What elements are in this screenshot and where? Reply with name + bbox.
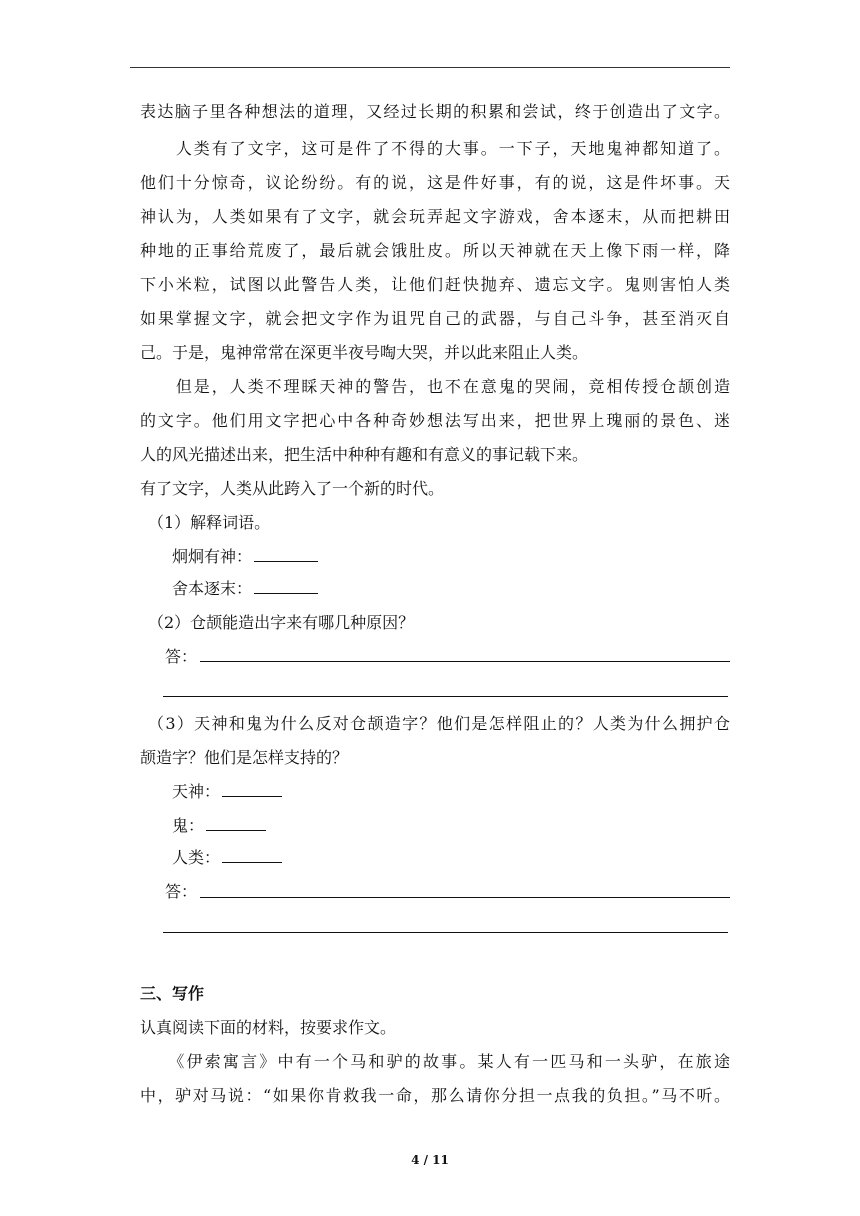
item-3-label: 人类： — [172, 848, 221, 867]
item-1-label: 天神： — [172, 782, 221, 801]
question-3-prompt-line-2: 颉造字？他们是怎样支持的？ — [140, 748, 349, 767]
writing-heading: 三、写作 — [140, 984, 205, 1003]
term-1-label: 炯炯有神： — [172, 547, 253, 566]
passage-line-1: 表达脑子里各种想法的道理，又经过长期的积累和尝试，终于创造出了文字。 — [140, 102, 730, 121]
question-3-answer-label: 答： — [165, 882, 198, 901]
term-2-blank[interactable] — [254, 579, 318, 594]
question-3-item-3 — [172, 848, 372, 868]
header-rule — [130, 67, 730, 68]
passage-line-12: 有了文字，人类从此跨入了一个新的时代。 — [140, 479, 445, 498]
passage-line-2: 人类有了文字，这可是件了不得的大事。一下子，天地鬼神都知道了。 — [140, 139, 730, 158]
writing-instruction: 认真阅读下面的材料，按要求作文。 — [140, 1018, 397, 1037]
passage-line-4: 神认为，人类如果有了文字，就会玩弄起文字游戏，舍本逐末，从而把耕田 — [140, 207, 730, 226]
item-2-label: 鬼： — [172, 816, 205, 835]
item-3-blank[interactable] — [222, 848, 282, 863]
writing-line-2: 中，驴对马说：“如果你肯救我一命，那么请你分担一点我的负担。”马不听。 — [140, 1086, 730, 1105]
passage-line-3: 他们十分惊奇，议论纷纷。有的说，这是件好事，有的说，这是件坏事。天 — [140, 173, 730, 192]
writing-line-1: 《伊索寓言》中有一个马和驴的故事。某人有一匹马和一头驴，在旅途 — [140, 1052, 730, 1071]
question-2-answer-line-1[interactable] — [200, 661, 730, 662]
page-number: 4 / 11 — [411, 1153, 449, 1167]
passage-line-10: 的文字。他们用文字把心中各种奇妙想法写出来，把世界上瑰丽的景色、迷 — [140, 411, 730, 430]
question-1-term-1 — [172, 547, 372, 567]
passage-line-8: 己。于是，鬼神常常在深更半夜号啕大哭，并以此来阻止人类。 — [140, 343, 589, 362]
question-1-prompt: （1）解释词语。 — [148, 513, 271, 532]
term-2-label: 舍本逐末： — [172, 579, 253, 598]
term-1-blank[interactable] — [254, 547, 318, 562]
item-2-blank[interactable] — [206, 816, 266, 831]
passage-line-5: 种地的正事给荒废了，最后就会饿肚皮。所以天神就在天上像下雨一样，降 — [140, 241, 730, 260]
question-3-answer-line-1[interactable] — [200, 897, 730, 898]
question-2-answer-line-2[interactable] — [163, 696, 728, 697]
item-1-blank[interactable] — [222, 782, 282, 797]
passage-line-6: 下小米粒，试图以此警告人类，让他们赶快抛弃、遗忘文字。鬼则害怕人类 — [140, 275, 730, 294]
question-3-prompt-line-1: （3）天神和鬼为什么反对仓颉造字？他们是怎样阻止的？人类为什么拥护仓 — [148, 714, 730, 733]
question-2-prompt: （2）仓颉能造出字来有哪几种原因？ — [148, 613, 415, 632]
question-3-answer-line-2[interactable] — [163, 932, 728, 933]
passage-line-7: 如果掌握文字，就会把文字作为诅咒自己的武器，与自己斗争，甚至消灭自 — [140, 309, 730, 328]
question-1-term-2 — [172, 579, 372, 599]
question-2-answer-label: 答： — [165, 647, 198, 666]
question-3-item-1 — [172, 782, 372, 802]
passage-line-9: 但是，人类不理睬天神的警告，也不在意鬼的哭闹，竞相传授仓颉创造 — [140, 377, 730, 396]
passage-line-11: 人的风光描述出来，把生活中种种有趣和有意义的事记载下来。 — [140, 445, 589, 464]
question-3-item-2 — [172, 816, 372, 836]
